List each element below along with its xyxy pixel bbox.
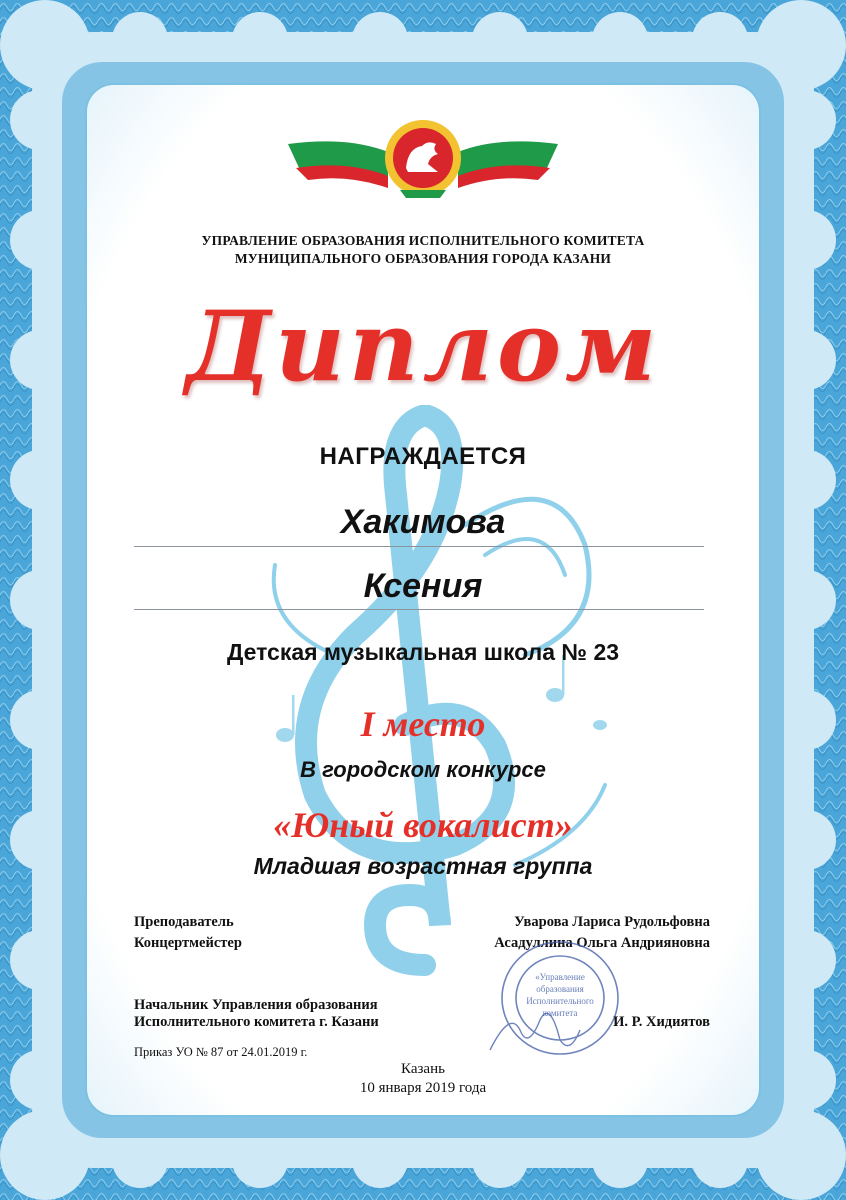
head-name: И. Р. Хидиятов [613, 1014, 710, 1030]
contest-name: «Юный вокалист» [273, 805, 573, 845]
age-group: Младшая возрастная группа [253, 853, 593, 879]
diploma-title: Диплом [185, 290, 661, 403]
city: Казань [401, 1061, 445, 1077]
school-name: Детская музыкальная школа № 23 [226, 639, 620, 665]
accompanist-name: Асадуллина Ольга Андрияновна [494, 935, 710, 951]
official-stamp [470, 940, 620, 1070]
recipient-surname: Хакимова [340, 503, 506, 541]
tatarstan-emblem-icon [288, 118, 558, 200]
contest-intro: В городском конкурсе [300, 757, 546, 782]
teacher-name: Уварова Лариса Рудольфовна [514, 914, 710, 930]
recipient-first-name: Ксения [363, 567, 483, 605]
surname-underline [134, 546, 704, 547]
svg-text:образования: образования [536, 984, 584, 994]
teacher-label: Преподаватель [134, 914, 234, 930]
accompanist-label: Концертмейстер [134, 935, 242, 951]
issue-date: 10 января 2019 года [359, 1080, 487, 1096]
org-line-2: МУНИЦИПАЛЬНОГО ОБРАЗОВАНИЯ ГОРОДА КАЗАНИ [234, 251, 612, 266]
place-award: I место [360, 704, 486, 744]
awarded-heading: НАГРАЖДАЕТСЯ [319, 443, 527, 470]
first-name-underline [134, 609, 704, 610]
order-reference: Приказ УО № 87 от 24.01.2019 г. [134, 1045, 308, 1059]
svg-text:Исполнительного: Исполнительного [526, 996, 594, 1006]
svg-text:«Управление: «Управление [535, 972, 585, 982]
head-title-line-2: Исполнительного комитета г. Казани [134, 1014, 379, 1030]
head-title-line-1: Начальник Управления образования [134, 997, 378, 1013]
org-line-1: УПРАВЛЕНИЕ ОБРАЗОВАНИЯ ИСПОЛНИТЕЛЬНОГО КОМИТЕТА [201, 233, 645, 248]
svg-text:комитета: комитета [542, 1008, 578, 1018]
